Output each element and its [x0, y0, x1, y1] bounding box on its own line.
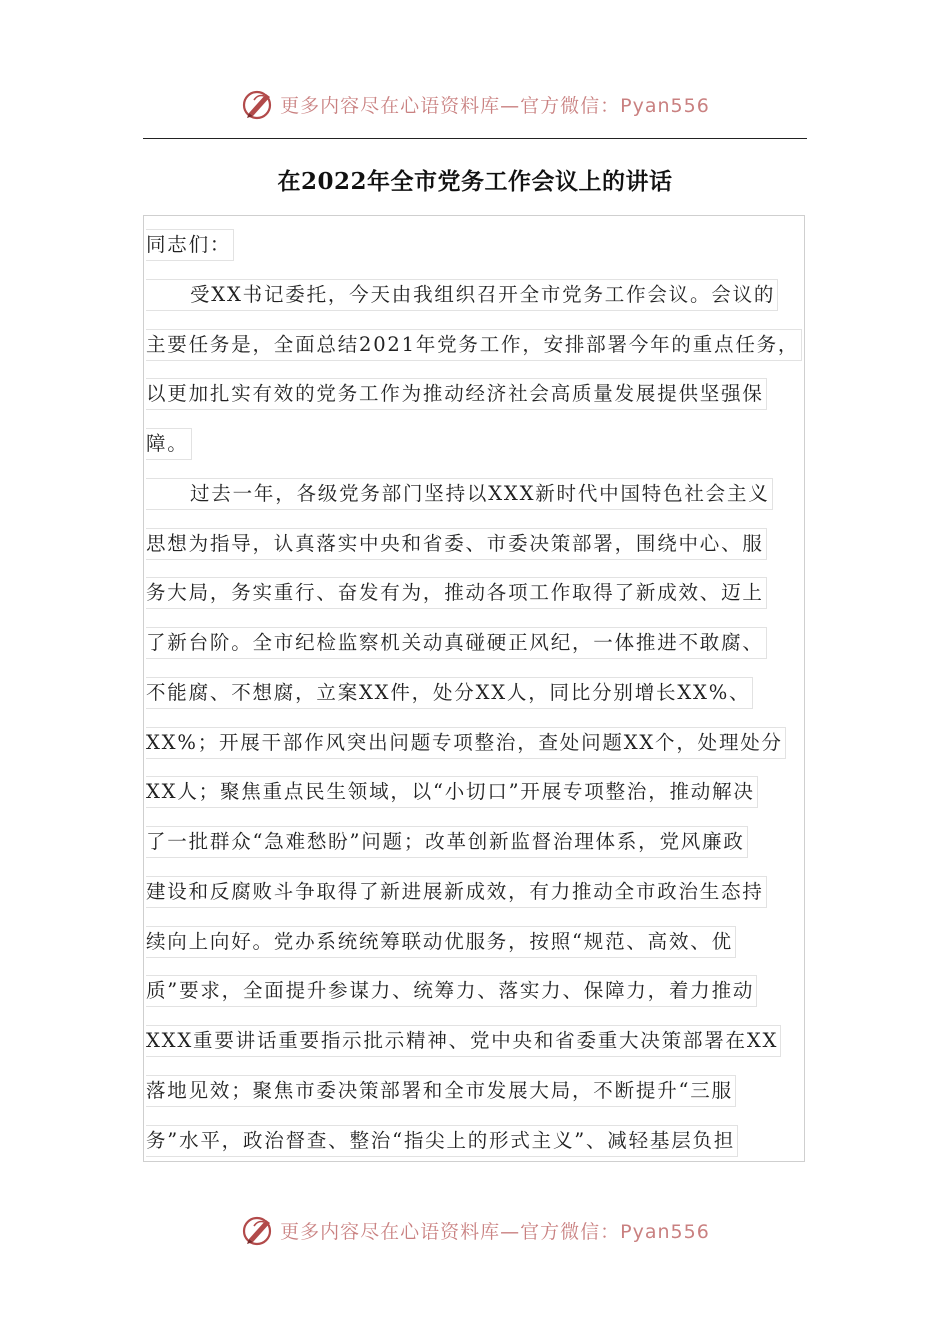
- header-watermark: [0, 82, 950, 126]
- pen-logo-icon: [240, 1212, 276, 1248]
- watermark-text: 更多内容尽在心语资料库—官方微信：Pyan556: [280, 1220, 710, 1243]
- text-line: 以更加扎实有效的党务工作为推动经济社会高质量发展提供坚强保: [146, 378, 767, 410]
- header-rule: [143, 138, 807, 139]
- text-line: 受XX书记委托，今天由我组织召开全市党务工作会议。会议的: [146, 279, 778, 311]
- watermark-text: 更多内容尽在心语资料库—官方微信：Pyan556: [280, 94, 710, 117]
- text-line: 思想为指导，认真落实中央和省委、市委决策部署，围绕中心、服: [146, 528, 767, 560]
- text-line: 建设和反腐败斗争取得了新进展新成效，有力推动全市政治生态持: [146, 876, 767, 908]
- text-line: 质”要求，全面提升参谋力、统筹力、落实力、保障力，着力推动: [146, 975, 757, 1007]
- text-line: 主要任务是，全面总结2021年党务工作，安排部署今年的重点任务，: [146, 329, 802, 361]
- text-line: 了一批群众“急难愁盼”问题；改革创新监督治理体系，党风廉政: [146, 826, 748, 858]
- text-line: 同志们：: [146, 229, 234, 261]
- text-line: XX人；聚焦重点民生领域，以“小切口”开展专项整治，推动解决: [146, 776, 758, 808]
- text-line: XX%；开展干部作风突出问题专项整治，查处问题XX个，处理处分: [146, 727, 786, 759]
- text-line: 务”水平，政治督查、整治“指尖上的形式主义”、减轻基层负担: [146, 1125, 738, 1157]
- pen-logo-icon: [240, 86, 276, 122]
- text-line: 过去一年，各级党务部门坚持以XXX新时代中国特色社会主义: [146, 478, 773, 510]
- footer-watermark: [0, 1208, 950, 1252]
- text-line: XXX重要讲话重要指示批示精神、党中央和省委重大决策部署在XX: [146, 1025, 781, 1057]
- text-line: 落地见效；聚焦市委决策部署和全市发展大局，不断提升“三服: [146, 1075, 736, 1107]
- text-line: 障。: [146, 428, 192, 460]
- page-title: 在2022年全市党务工作会议上的讲话: [277, 168, 673, 195]
- text-line: 续向上向好。党办系统统筹联动优服务，按照“规范、高效、优: [146, 926, 736, 958]
- text-line: 务大局，务实重行、奋发有为，推动各项工作取得了新成效、迈上: [146, 577, 767, 609]
- text-line: 了新台阶。全市纪检监察机关动真碰硬正风纪，一体推进不敢腐、: [146, 627, 767, 659]
- text-line: 不能腐、不想腐，立案XX件，处分XX人，同比分别增长XX%、: [146, 677, 753, 709]
